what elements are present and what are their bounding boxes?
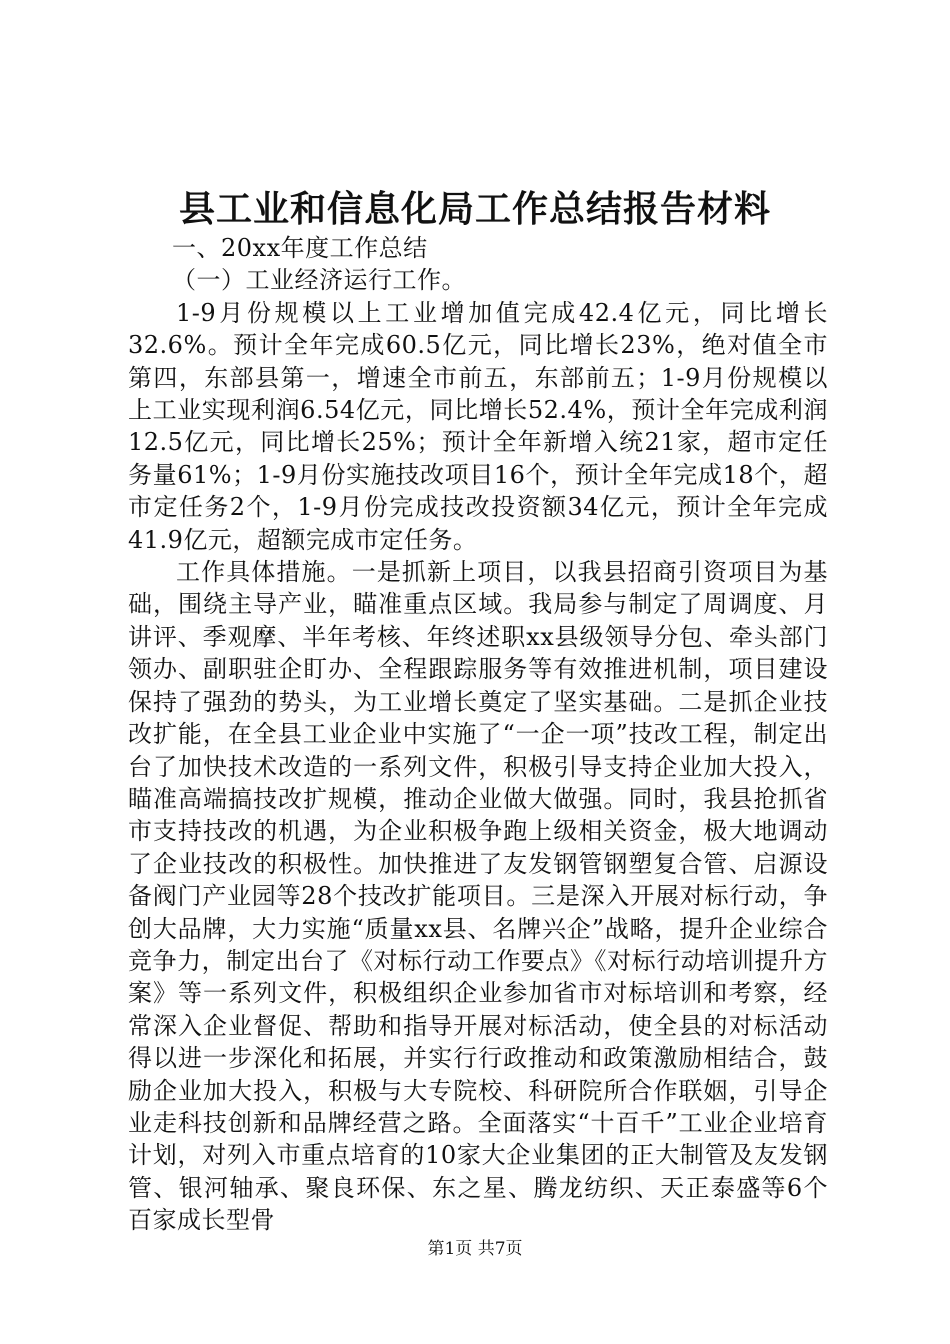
subsection-heading: （一）工业经济运行工作。 [172,266,466,295]
paragraph-work-measures: 工作具体措施。一是抓新上项目，以我县招商引资项目为基础，围绕主导产业，瞄准重点区域。我局参与制定了周调度、月讲评、季观摩、半年考核、年终述职xx县级领导分包、牵头部门领办、副职驻企盯办、全程跟踪服务等有效推进机制，项目建设保持了强劲的势头，为工业增长奠定了坚实基础。二是抓企业技改扩能，在全县工业企业中实施了“一企一项”技改工程，制定出台了加快技术改造的一系列文件，积极引导支持企业加大投入，瞄准高端搞技改扩规模，推动企业做大做强。同时，我县抢抓省市支持技改的机遇，为企业积极争跑上级相关资金，极大地调动了企业技改的积极性。加快推进了友发钢管钢塑复合管、启源设备阀门产业园等28个技改扩能项目。三是深入开展对标行动，争创大品牌，大力实施“质量xx县、名牌兴企”战略，提升企业综合竞争力，制定出台了《对标行动工作要点》《对标行动培训提升方案》等一系列文件，积极组织企业参加省市对标培训和考察，经常深入企业督促、帮助和指导开展对标活动，使全县的对标活动得以进一步深化和拓展，并实行行政推动和政策激励相结合，鼓励企业加大投入，积极与大专院校、科研院所合作联姻，引导企业走科技创新和品牌经营之路。全面落实“十百千”工业企业培育计划，对列入市重点培育的10家大企业集团的正大制管及友发钢管、银河轴承、聚良环保、东之星、腾龙纺织、天正泰盛等6个百家成长型骨 [128,558,828,1235]
paragraph-economic-stats: 1-9月份规模以上工业增加值完成42.4亿元，同比增长32.6%。预计全年完成60.5亿元，同比增长23%，绝对值全市第四，东部县第一，增速全市前五，东部前五；1-9月份规模以上工业实现利润6.54亿元，同比增长52.4%，预计全年完成利润12.5亿元，同比增长25%；预计全年新增入统21家，超市定任务量61%；1-9月份实施技改项目16个，预计全年完成18个，超市定任务2个，1-9月份完成技改投资额34亿元，预计全年完成41.9亿元，超额完成市定任务。 [128,298,828,554]
document-title: 县工业和信息化局工作总结报告材料 [178,188,771,230]
page-number-footer: 第1页 共7页 [427,1239,523,1259]
document-body [128,232,828,1237]
section-heading: 一、20xx年度工作总结 [172,234,428,262]
